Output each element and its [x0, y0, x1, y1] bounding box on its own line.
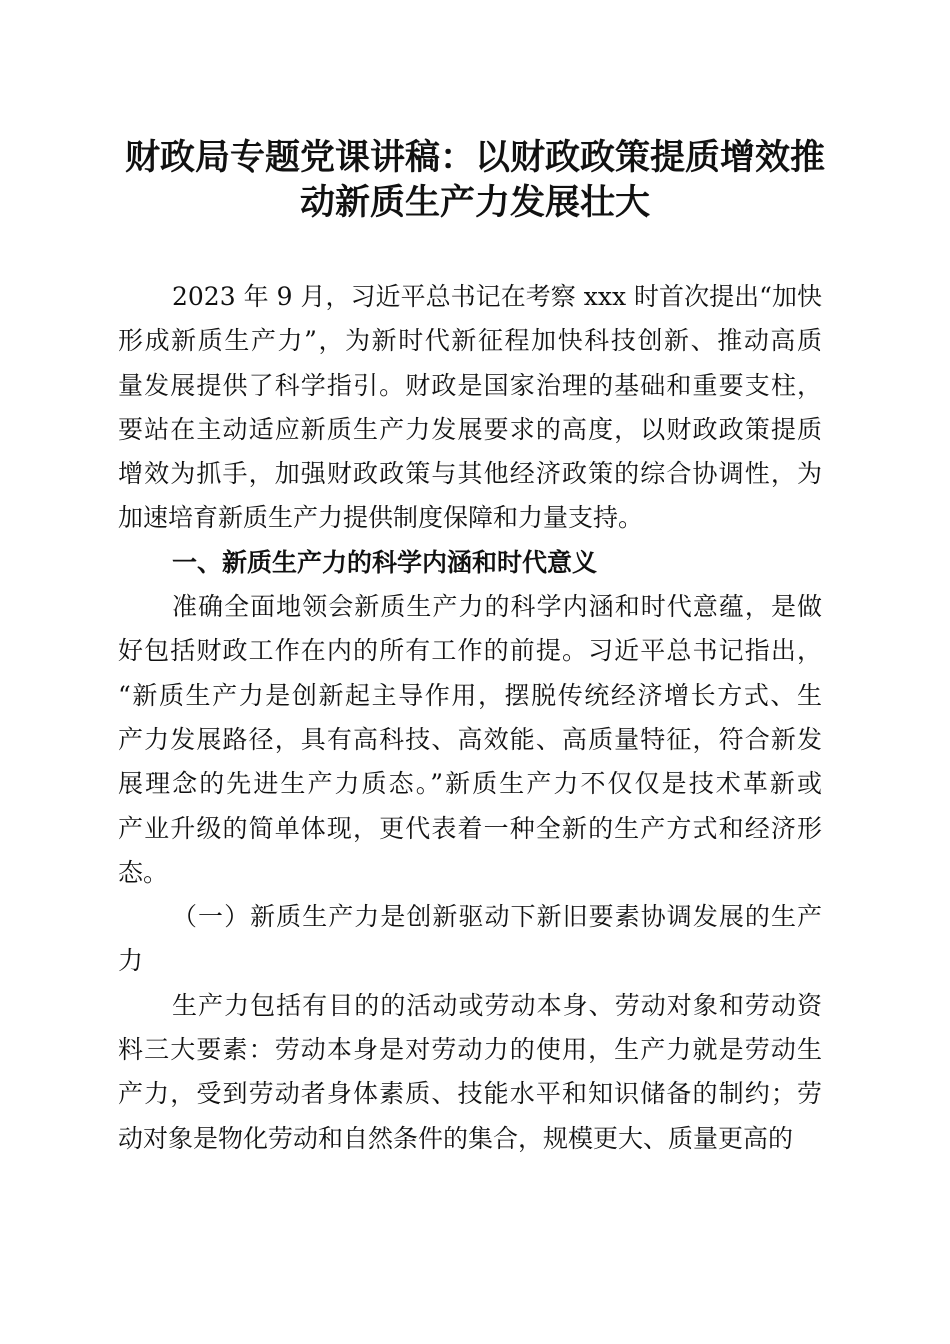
paragraph-line: 量发展提供了科学指引。财政是国家治理的基础和重要支柱， — [118, 370, 822, 400]
paragraph-line: 要站在主动适应新质生产力发展要求的高度，以财政政策提质 — [118, 414, 822, 444]
paragraph-line: 动对象是物化劳动和自然条件的集合，规模更大、质量更高的 — [118, 1123, 794, 1153]
paragraph-line: 形成新质生产力”，为新时代新征程加快科技创新、推动高质 — [118, 326, 822, 356]
paragraph-line: 产力发展路径，具有高科技、高效能、高质量特征，符合新发 — [118, 724, 822, 754]
title-line: 动新质生产力发展壮大 — [299, 183, 650, 223]
section-heading: 一、新质生产力的科学内涵和时代意义 — [172, 547, 598, 577]
title-line: 财政局专题党课讲稿：以财政政策提质增效推 — [124, 138, 825, 178]
paragraph-line: 生产力包括有目的的活动或劳动本身、劳动对象和劳动资 — [172, 990, 822, 1020]
paragraph-line: 2023 年 9 月，习近平总书记在考察 xxx 时首次提出“加快 — [172, 282, 822, 311]
paragraph-line: 产力，受到劳动者身体素质、技能水平和知识储备的制约；劳 — [118, 1079, 822, 1109]
document-body — [118, 275, 822, 1161]
paragraph-line: 加速培育新质生产力提供制度保障和力量支持。 — [118, 503, 644, 533]
paragraph-line: 料三大要素：劳动本身是对劳动力的使用，生产力就是劳动生 — [118, 1035, 822, 1065]
document-title — [110, 136, 840, 226]
paragraph-line: 准确全面地领会新质生产力的科学内涵和时代意蕴，是做 — [172, 592, 822, 622]
paragraph-line: “新质生产力是创新起主导作用，摆脱传统经济增长方式、生 — [118, 680, 822, 710]
paragraph-line: 展理念的先进生产力质态。”新质生产力不仅仅是技术革新或 — [118, 769, 822, 799]
paragraph-line: 增效为抓手，加强财政政策与其他经济政策的综合协调性，为 — [118, 459, 822, 489]
paragraph-line: 好包括财政工作在内的所有工作的前提。习近平总书记指出， — [118, 636, 822, 666]
subsection-heading: （一）新质生产力是创新驱动下新旧要素协调发展的生产 — [172, 902, 822, 932]
paragraph-line: 产业升级的简单体现，更代表着一种全新的生产方式和经济形 — [118, 813, 822, 843]
subsection-heading: 力 — [118, 946, 144, 976]
paragraph-line: 态。 — [118, 857, 169, 887]
